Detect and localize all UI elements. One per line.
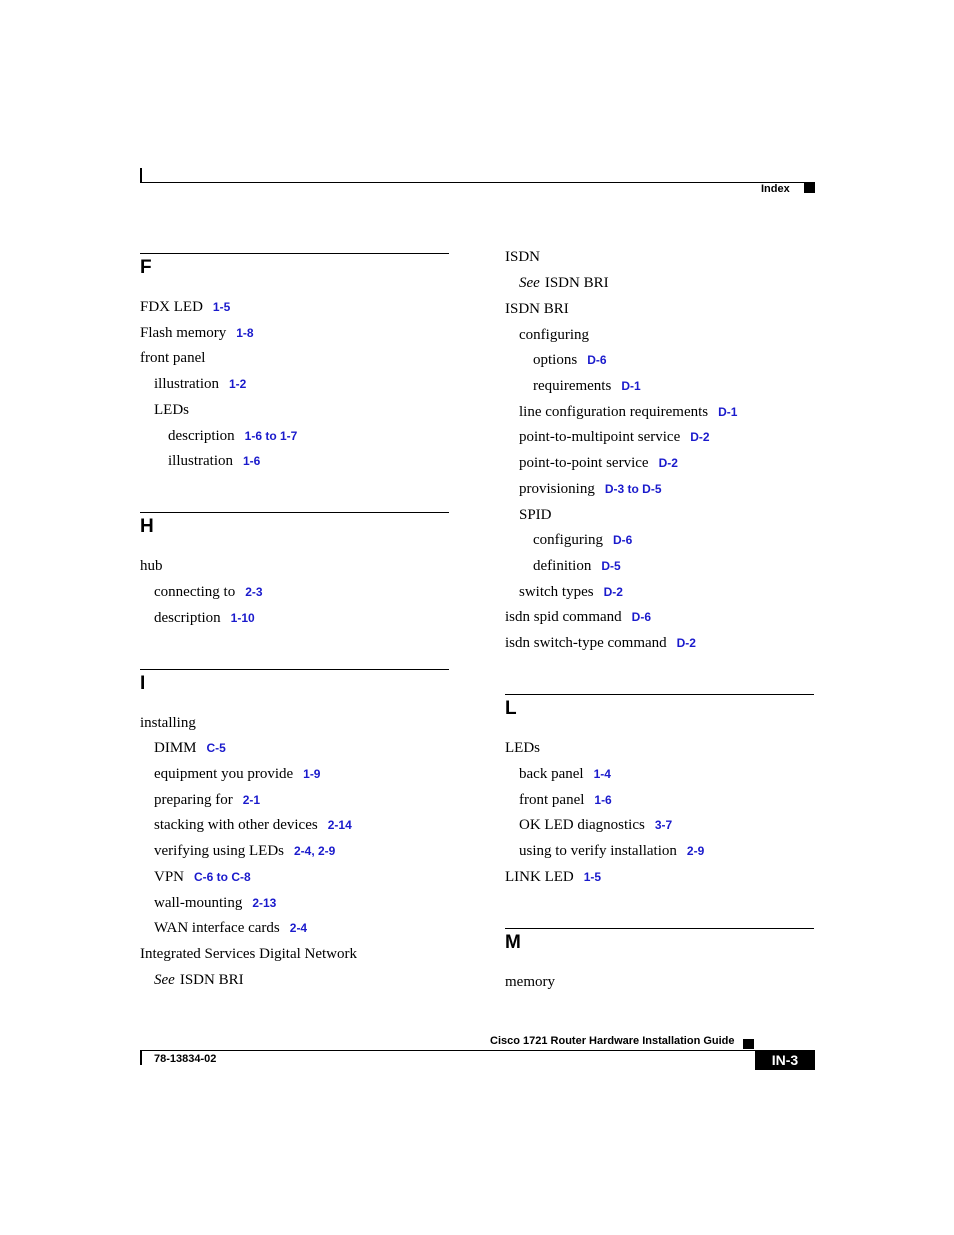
section-letter-f: F	[140, 257, 152, 278]
header-left-tick	[140, 168, 142, 183]
page-ref-link[interactable]: 2-14	[327, 818, 352, 832]
section-letter-m: M	[505, 932, 521, 953]
index-subsubentry: illustration 1-6	[168, 453, 261, 469]
page-ref-link[interactable]: 1-6	[594, 793, 612, 807]
index-subentry: LEDs	[154, 402, 189, 418]
section-rule-f	[140, 253, 449, 254]
index-subentry: VPN C-6 to C-8	[154, 869, 251, 885]
index-entry: LINK LED 1-5	[505, 869, 602, 885]
page-ref-link[interactable]: D-6	[587, 353, 607, 367]
page-ref-link[interactable]: 2-9	[686, 844, 705, 858]
index-entry: front panel	[140, 350, 206, 366]
index-subentry: stacking with other devices 2-14	[154, 817, 352, 833]
footer-rule	[140, 1050, 815, 1051]
footer-guide-title: Cisco 1721 Router Hardware Installation Guide	[490, 1035, 735, 1047]
page-ref-link[interactable]: 1-8	[236, 326, 254, 340]
index-entry: installing	[140, 715, 196, 731]
page-ref-link[interactable]: 1-6	[243, 454, 261, 468]
index-subentry: WAN interface cards 2-4	[154, 920, 308, 936]
page-ref-link[interactable]: D-5	[601, 559, 621, 573]
index-subsubentry: configuring D-6	[533, 532, 633, 548]
page-ref-link[interactable]: 2-4	[289, 921, 308, 935]
page-ref-link[interactable]: D-2	[603, 585, 623, 599]
index-subsubentry: description 1-6 to 1-7	[168, 428, 298, 444]
index-subentry: using to verify installation 2-9	[519, 843, 705, 859]
page-ref-link[interactable]: 1-5	[212, 300, 231, 314]
page-ref-link[interactable]: D-6	[612, 533, 633, 547]
page-ref-link[interactable]: D-3 to D-5	[604, 482, 662, 496]
index-entry: isdn spid command D-6	[505, 609, 652, 625]
index-subentry: front panel 1-6	[519, 792, 612, 808]
page-ref-link[interactable]: 1-9	[303, 767, 321, 781]
index-subentry: wall-mounting 2-13	[154, 895, 277, 911]
footer-page-number: IN-3	[755, 1050, 815, 1070]
footer-left-tick	[140, 1050, 142, 1065]
index-subentry: SPID	[519, 507, 552, 523]
index-subentry: point-to-multipoint service D-2	[519, 429, 710, 445]
index-subsubentry: requirements D-1	[533, 378, 641, 394]
header-marker-square	[804, 183, 815, 193]
page-ref-link[interactable]: 2-1	[242, 793, 261, 807]
page-ref-link[interactable]: D-6	[631, 610, 652, 624]
page-ref-link[interactable]: 2-13	[252, 896, 277, 910]
index-subentry: line configuration requirements D-1	[519, 404, 738, 420]
page-ref-link[interactable]: D-2	[676, 636, 696, 650]
page-ref-link[interactable]: C-5	[206, 741, 226, 755]
index-subsubentry: options D-6	[533, 352, 607, 368]
index-entry: Integrated Services Digital Network	[140, 946, 358, 962]
index-subentry: equipment you provide 1-9	[154, 766, 321, 782]
index-subentry: point-to-point service D-2	[519, 455, 678, 471]
index-subentry: OK LED diagnostics 3-7	[519, 817, 673, 833]
page-ref-link[interactable]: D-1	[621, 379, 641, 393]
section-rule-m	[505, 928, 814, 929]
index-subentry: description 1-10	[154, 610, 255, 626]
section-rule-i	[140, 669, 449, 670]
index-subentry: configuring	[519, 327, 589, 343]
page-ref-link[interactable]: 2-3	[245, 585, 263, 599]
index-subsubentry: definition D-5	[533, 558, 621, 574]
page-ref-link[interactable]: D-2	[658, 456, 678, 470]
page-ref-link[interactable]: D-1	[718, 405, 738, 419]
index-entry: ISDN	[505, 249, 541, 265]
section-letter-l: L	[505, 698, 517, 719]
page-ref-link[interactable]: 1-10	[230, 611, 255, 625]
index-subentry: DIMM C-5	[154, 740, 226, 756]
page-ref-link[interactable]: D-2	[690, 430, 710, 444]
index-subentry: provisioning D-3 to D-5	[519, 481, 662, 497]
index-entry: FDX LED 1-5	[140, 299, 231, 315]
index-entry: ISDN BRI	[505, 301, 569, 317]
section-rule-h	[140, 512, 449, 513]
header-rule	[140, 182, 815, 183]
page-ref-link[interactable]: 2-4, 2-9	[293, 844, 336, 858]
page-ref-link[interactable]: 1-4	[593, 767, 611, 781]
footer-marker-square	[743, 1039, 754, 1049]
index-subentry: back panel 1-4	[519, 766, 611, 782]
footer-doc-number: 78-13834-02	[154, 1053, 217, 1065]
index-entry: hub	[140, 558, 163, 574]
index-subentry: preparing for 2-1	[154, 792, 261, 808]
index-subentry: verifying using LEDs 2-4, 2-9	[154, 843, 336, 859]
header-section-label: Index	[761, 183, 790, 195]
section-letter-i: I	[140, 673, 146, 694]
index-subentry: connecting to 2-3	[154, 584, 263, 600]
index-entry: Flash memory 1-8	[140, 325, 254, 341]
index-entry: LEDs	[505, 740, 540, 756]
section-rule-l	[505, 694, 814, 695]
page-ref-link[interactable]: 1-5	[583, 870, 602, 884]
index-subentry: switch types D-2	[519, 584, 623, 600]
index-entry: isdn switch-type command D-2	[505, 635, 696, 651]
index-entry: memory	[505, 974, 555, 990]
page-ref-link[interactable]: 1-6 to 1-7	[244, 429, 298, 443]
page-ref-link[interactable]: C-6 to C-8	[194, 870, 251, 884]
index-see-reference: See ISDN BRI	[154, 972, 244, 988]
page-ref-link[interactable]: 1-2	[229, 377, 247, 391]
page-ref-link[interactable]: 3-7	[654, 818, 673, 832]
index-subentry: illustration 1-2	[154, 376, 247, 392]
index-see-reference: See ISDN BRI	[519, 275, 609, 291]
section-letter-h: H	[140, 516, 154, 537]
